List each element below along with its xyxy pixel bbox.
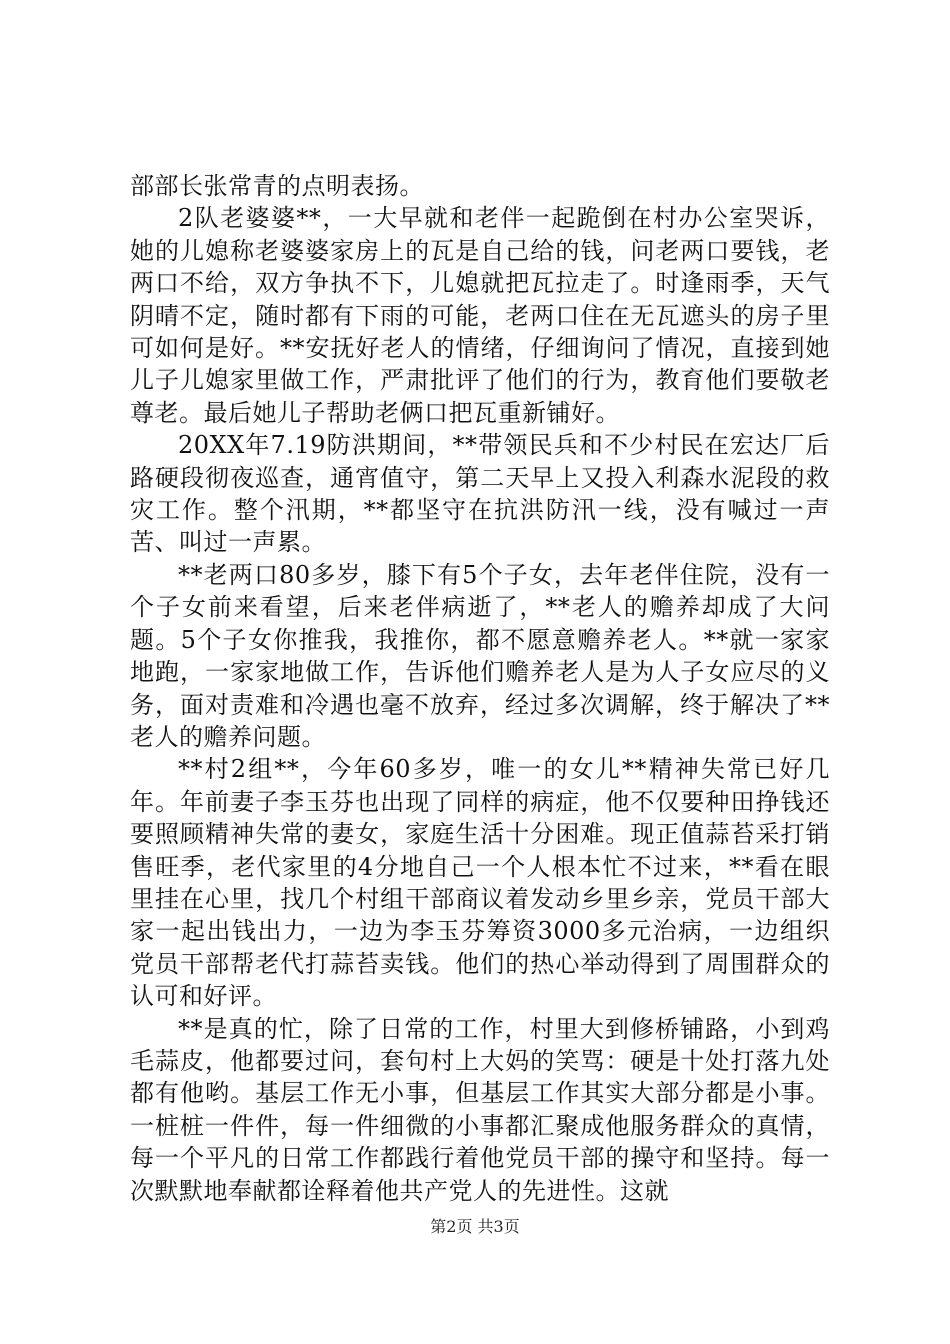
paragraph-3: 20XX年7.19防洪期间，**带领民兵和不少村民在宏达厂后路硬段彻夜巡查，通宵值守，第二天早上又投入利森水泥段的救灾工作。整个汛期，**都坚守在抗洪防汛一线，没有喊过一声苦、叫过一声累。 xyxy=(130,431,830,557)
paragraph-4: **老两口80多岁，膝下有5个子女，去年老伴住院，没有一个子女前来看望，后来老伴病逝了，**老人的赡养却成了大问题。5个子女你推我，我推你，都不愿意赡养老人。**就一家家地跑，一家家地做工作，告诉他们赡养老人是为人子女应尽的义务，面对责难和冷遇也毫不放弃，经过多次调解，终于解决了**老人的赡养问题。 xyxy=(130,560,830,751)
body-text xyxy=(130,170,830,1207)
paragraph-1: 部部长张常青的点明表扬。 xyxy=(130,172,424,200)
paragraph-6: **是真的忙，除了日常的工作，村里大到修桥铺路，小到鸡毛蒜皮，他都要过问，套句村上大妈的笑骂：硬是十处打落九处都有他哟。基层工作无小事，但基层工作其实大部分都是小事。一桩桩一件件，每一件细微的小事都汇聚成他服务群众的真情，每一个平凡的日常工作都践行着他党员干部的操守和坚持。每一次默默地奉献都诠释着他共产党人的先进性。这就 xyxy=(130,1014,830,1205)
page-footer xyxy=(0,1214,950,1237)
page-number-label: 第2页 共3页 xyxy=(430,1217,520,1236)
paragraph-5: **村2组**，今年60多岁，唯一的女儿**精神失常已好几年。年前妻子李玉芬也出现了同样的病症，他不仅要种田挣钱还要照顾精神失常的妻女，家庭生活十分困难。现正值蒜苔采打销售旺季，老代家里的4分地自己一个人根本忙不过来，**看在眼里挂在心里，找几个村组干部商议着发动乡里乡亲，党员干部大家一起出钱出力，一边为李玉芬筹资3000多元治病，一边组织党员干部帮老代打蒜苔卖钱。他们的热心举动得到了周围群众的认可和好评。 xyxy=(130,755,830,1011)
paragraph-2: 2队老婆婆**，一大早就和老伴一起跪倒在村办公室哭诉，她的儿媳称老婆婆家房上的瓦是自己给的钱，问老两口要钱，老两口不给，双方争执不下，儿媳就把瓦拉走了。时逢雨季，天气阴晴不定，随时都有下雨的可能，老两口住在无瓦遮头的房子里可如何是好。**安抚好老人的情绪，仔细询问了情况，直接到她儿子儿媳家里做工作，严肃批评了他们的行为，教育他们要敬老尊老。最后她儿子帮助老俩口把瓦重新铺好。 xyxy=(130,204,830,427)
